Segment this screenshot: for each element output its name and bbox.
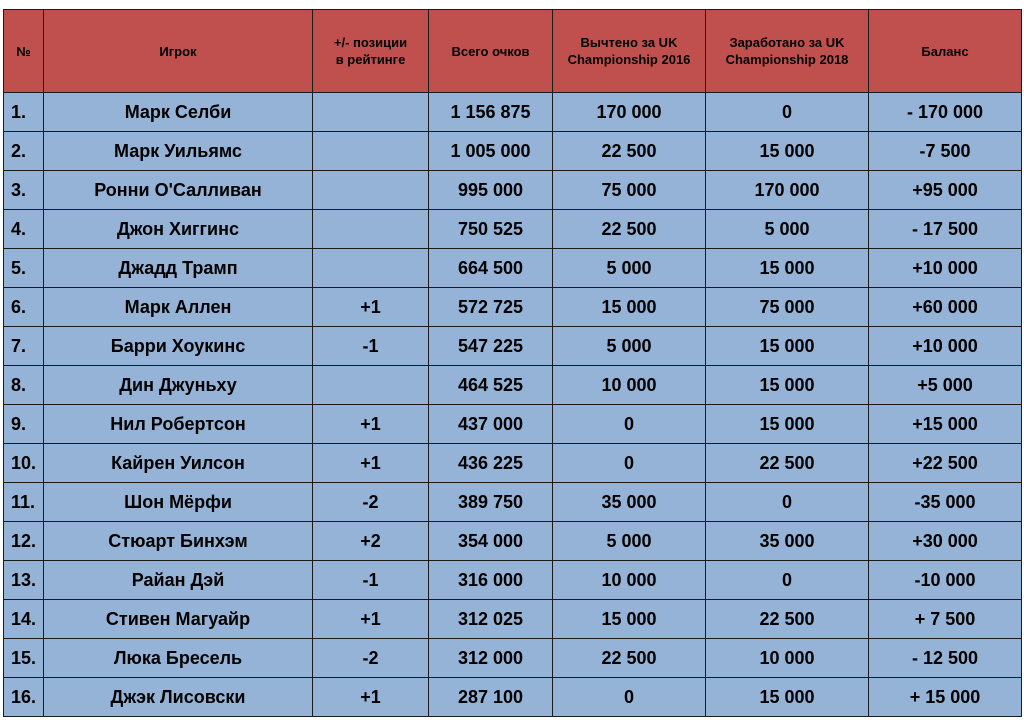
table-row xyxy=(4,405,1022,444)
header-deducted-line2: Championship 2016 xyxy=(567,52,691,67)
table-row xyxy=(4,678,1022,717)
cell-total: 437 000 xyxy=(429,405,553,444)
header-balance: Баланс xyxy=(869,10,1022,93)
cell-deducted: 15 000 xyxy=(553,600,706,639)
cell-deducted: 0 xyxy=(553,405,706,444)
cell-change: -1 xyxy=(313,561,429,600)
cell-change: +2 xyxy=(313,522,429,561)
table-row xyxy=(4,132,1022,171)
table-row xyxy=(4,600,1022,639)
cell-balance: - 17 500 xyxy=(869,210,1022,249)
header-player: Игрок xyxy=(44,10,313,93)
cell-deducted: 5 000 xyxy=(553,249,706,288)
cell-change: -1 xyxy=(313,327,429,366)
header-total: Всего очков xyxy=(429,10,553,93)
cell-total: 287 100 xyxy=(429,678,553,717)
cell-deducted: 170 000 xyxy=(553,93,706,132)
cell-player: Нил Робертсон xyxy=(44,405,313,444)
cell-player: Марк Уильямс xyxy=(44,132,313,171)
cell-player: Барри Хоукинс xyxy=(44,327,313,366)
cell-player: Ронни О'Салливан xyxy=(44,171,313,210)
cell-num: 6. xyxy=(4,288,44,327)
cell-balance: +15 000 xyxy=(869,405,1022,444)
cell-num: 14. xyxy=(4,600,44,639)
cell-balance: +10 000 xyxy=(869,249,1022,288)
header-deducted-line1: Вычтено за UK xyxy=(580,35,678,50)
cell-num: 12. xyxy=(4,522,44,561)
cell-earned: 0 xyxy=(706,93,869,132)
cell-player: Джэк Лисовски xyxy=(44,678,313,717)
cell-total: 464 525 xyxy=(429,366,553,405)
cell-earned: 22 500 xyxy=(706,600,869,639)
cell-balance: -7 500 xyxy=(869,132,1022,171)
cell-change xyxy=(313,249,429,288)
ranking-table xyxy=(3,9,1022,717)
cell-balance: -10 000 xyxy=(869,561,1022,600)
cell-change: +1 xyxy=(313,444,429,483)
cell-balance: +5 000 xyxy=(869,366,1022,405)
cell-num: 4. xyxy=(4,210,44,249)
cell-num: 1. xyxy=(4,93,44,132)
cell-balance: +30 000 xyxy=(869,522,1022,561)
cell-total: 312 025 xyxy=(429,600,553,639)
cell-player: Кайрен Уилсон xyxy=(44,444,313,483)
cell-change: +1 xyxy=(313,600,429,639)
cell-change: -2 xyxy=(313,483,429,522)
cell-earned: 22 500 xyxy=(706,444,869,483)
cell-total: 389 750 xyxy=(429,483,553,522)
table-row xyxy=(4,93,1022,132)
cell-earned: 0 xyxy=(706,483,869,522)
cell-balance: + 15 000 xyxy=(869,678,1022,717)
cell-deducted: 5 000 xyxy=(553,522,706,561)
cell-deducted: 22 500 xyxy=(553,639,706,678)
header-row xyxy=(4,10,1022,93)
table-body xyxy=(4,93,1022,717)
cell-num: 11. xyxy=(4,483,44,522)
cell-num: 15. xyxy=(4,639,44,678)
cell-balance: +95 000 xyxy=(869,171,1022,210)
cell-player: Марк Селби xyxy=(44,93,313,132)
cell-total: 1 156 875 xyxy=(429,93,553,132)
cell-deducted: 75 000 xyxy=(553,171,706,210)
cell-earned: 35 000 xyxy=(706,522,869,561)
cell-total: 312 000 xyxy=(429,639,553,678)
cell-num: 8. xyxy=(4,366,44,405)
cell-deducted: 0 xyxy=(553,444,706,483)
cell-earned: 15 000 xyxy=(706,678,869,717)
cell-num: 3. xyxy=(4,171,44,210)
cell-change: +1 xyxy=(313,678,429,717)
cell-change xyxy=(313,210,429,249)
cell-deducted: 22 500 xyxy=(553,210,706,249)
cell-player: Шон Мёрфи xyxy=(44,483,313,522)
table-row xyxy=(4,483,1022,522)
cell-player: Люка Бресель xyxy=(44,639,313,678)
cell-total: 750 525 xyxy=(429,210,553,249)
cell-balance: +10 000 xyxy=(869,327,1022,366)
cell-deducted: 15 000 xyxy=(553,288,706,327)
cell-earned: 75 000 xyxy=(706,288,869,327)
cell-change: -2 xyxy=(313,639,429,678)
cell-earned: 5 000 xyxy=(706,210,869,249)
cell-player: Джадд Трамп xyxy=(44,249,313,288)
cell-change xyxy=(313,132,429,171)
cell-num: 7. xyxy=(4,327,44,366)
cell-deducted: 10 000 xyxy=(553,366,706,405)
header-num: № xyxy=(4,10,44,93)
cell-num: 10. xyxy=(4,444,44,483)
cell-earned: 15 000 xyxy=(706,405,869,444)
cell-num: 5. xyxy=(4,249,44,288)
cell-total: 995 000 xyxy=(429,171,553,210)
cell-earned: 0 xyxy=(706,561,869,600)
cell-balance: -35 000 xyxy=(869,483,1022,522)
cell-total: 436 225 xyxy=(429,444,553,483)
cell-num: 2. xyxy=(4,132,44,171)
cell-balance: +60 000 xyxy=(869,288,1022,327)
cell-num: 16. xyxy=(4,678,44,717)
cell-change xyxy=(313,93,429,132)
cell-player: Дин Джуньху xyxy=(44,366,313,405)
header-earned-line1: Заработано за UK xyxy=(729,35,845,50)
cell-deducted: 22 500 xyxy=(553,132,706,171)
cell-balance: - 170 000 xyxy=(869,93,1022,132)
cell-change: +1 xyxy=(313,288,429,327)
cell-change xyxy=(313,366,429,405)
cell-balance: +22 500 xyxy=(869,444,1022,483)
cell-deducted: 10 000 xyxy=(553,561,706,600)
table-header xyxy=(4,10,1022,93)
cell-balance: - 12 500 xyxy=(869,639,1022,678)
cell-earned: 170 000 xyxy=(706,171,869,210)
cell-deducted: 5 000 xyxy=(553,327,706,366)
table-row xyxy=(4,366,1022,405)
cell-deducted: 35 000 xyxy=(553,483,706,522)
table-row xyxy=(4,639,1022,678)
cell-total: 664 500 xyxy=(429,249,553,288)
cell-deducted: 0 xyxy=(553,678,706,717)
cell-player: Стивен Магуайр xyxy=(44,600,313,639)
header-deducted xyxy=(553,10,706,93)
cell-total: 547 225 xyxy=(429,327,553,366)
cell-player: Джон Хиггинс xyxy=(44,210,313,249)
table-row xyxy=(4,171,1022,210)
header-earned-line2: Championship 2018 xyxy=(725,52,849,67)
header-position-change-line2: в рейтинге xyxy=(335,52,406,67)
cell-change: +1 xyxy=(313,405,429,444)
table-row xyxy=(4,288,1022,327)
cell-earned: 10 000 xyxy=(706,639,869,678)
cell-player: Марк Аллен xyxy=(44,288,313,327)
table-row xyxy=(4,444,1022,483)
table-row xyxy=(4,327,1022,366)
cell-earned: 15 000 xyxy=(706,366,869,405)
cell-num: 13. xyxy=(4,561,44,600)
table-row xyxy=(4,249,1022,288)
cell-player: Райан Дэй xyxy=(44,561,313,600)
cell-earned: 15 000 xyxy=(706,132,869,171)
cell-total: 572 725 xyxy=(429,288,553,327)
cell-num: 9. xyxy=(4,405,44,444)
cell-earned: 15 000 xyxy=(706,249,869,288)
cell-total: 316 000 xyxy=(429,561,553,600)
cell-change xyxy=(313,171,429,210)
table-row xyxy=(4,522,1022,561)
header-position-change-line1: +/- позиции xyxy=(333,35,408,50)
cell-player: Стюарт Бинхэм xyxy=(44,522,313,561)
header-earned xyxy=(706,10,869,93)
cell-balance: + 7 500 xyxy=(869,600,1022,639)
cell-total: 1 005 000 xyxy=(429,132,553,171)
table-row xyxy=(4,210,1022,249)
header-position-change xyxy=(313,10,429,93)
cell-total: 354 000 xyxy=(429,522,553,561)
cell-earned: 15 000 xyxy=(706,327,869,366)
table-row xyxy=(4,561,1022,600)
